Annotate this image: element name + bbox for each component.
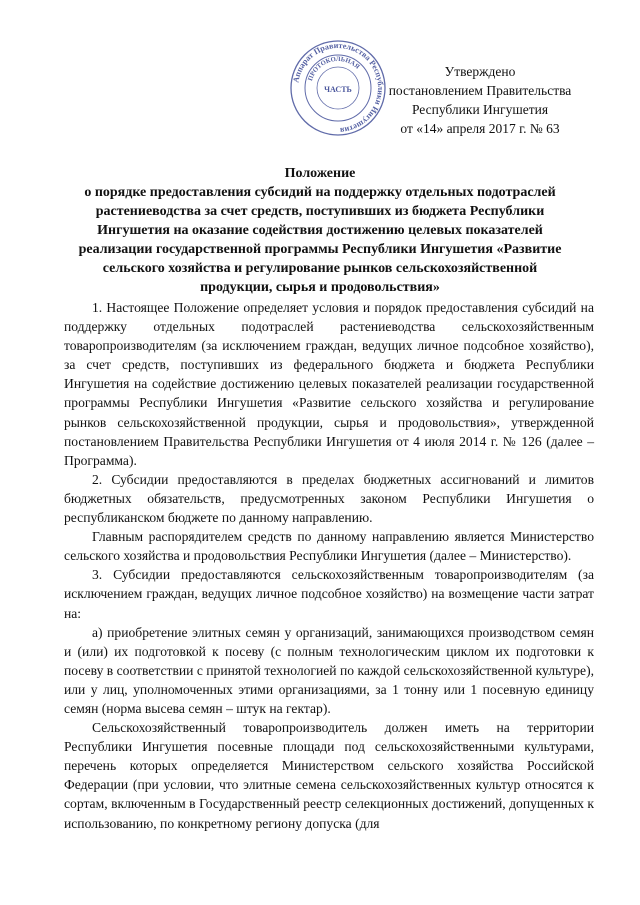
paragraph: а) приобретение элитных семян у организаций, занимающихся производством семян и (или) их подготовкой к посеву (с полным технологическим циклом их подготовки к посеву в соответствии с принятой технологией по каждой сельскохозяйственной культуре), или у лиц, уполномоченных этими организациями, за 1 тонну или 1 посевную единицу семян (норма высева семян – штук на гектар). <box>64 624 595 716</box>
stamp-center-text: ЧАСТЬ <box>324 85 352 94</box>
approval-line-4: от «14» апреля 2017 г. № 63 <box>400 121 560 136</box>
title-heading: Положение <box>284 166 356 181</box>
paragraph: 3. Субсидии предоставляются сельскохозяйственным товаропроизводителям (за исключением граждан, ведущих личное подсобное хозяйство) на возмещение части затрат на: <box>64 567 594 621</box>
document-body <box>64 298 594 833</box>
paragraph: 1. Настоящее Положение определяет условия и порядок предоставления субсидий на поддержку отдельных подотраслей растениеводства сельскохозяйственным товаропроизводителям (за исключением граждан, ведущих личное подсобное хозяйство), за счет средств, поступивших из федерального бюджета и бюджета Республики Ингушетия на содействие достижению целевых показателей реализации государственной программы Республики Ингушетия «Развитие сельского хозяйства и регулирование рынков сельскохозяйственной продукции, сырья и продовольствия», утвержденной постановлением Правительства Республики Ингушетия от 4 июля 2014 г. № 126 (далее – Программа). <box>64 300 594 468</box>
title-line: сельского хозяйства и регулирование рынков сельскохозяйственной <box>102 261 538 276</box>
stamp-outer-text: Аппарат Правительства Республики Ингушетия <box>291 40 386 135</box>
approval-line-1: Утверждено <box>444 64 516 79</box>
document-title <box>64 164 576 297</box>
svg-text:ПРОТОКОЛЬНАЯ <box>307 56 361 82</box>
title-line: растениеводства за счет средств, поступивших из бюджета Республики <box>95 204 545 219</box>
approval-line-2: постановлением Правительства <box>388 83 572 98</box>
paragraph: Главным распорядителем средств по данному направлению является Министерство сельского хозяйства и продовольствия Республики Ингушетия (далее – Министерство). <box>64 529 594 564</box>
title-line: о порядке предоставления субсидий на поддержку отдельных подотраслей <box>84 185 556 200</box>
title-line: реализации государственной программы Республики Ингушетия «Развитие <box>78 242 562 257</box>
approval-block <box>360 62 600 138</box>
title-line: продукции, сырья и продовольствия» <box>200 280 440 295</box>
approval-line-3: Республики Ингушетия <box>411 102 549 117</box>
paragraph: Сельскохозяйственный товаропроизводитель должен иметь на территории Республики Ингушетия посевные площади под сельскохозяйственными культурами, перечень которых определяется Министерством сельского хозяйства Российской Федерации (при условии, что элитные семена сельскохозяйственных культур относятся к сортам, включенным в Государственный реестр селекционных достижений, допущенных к использованию, по конкретному региону допуска (для <box>64 720 594 831</box>
title-line: Ингушетия на оказание содействия достижению целевых показателей <box>97 223 543 238</box>
stamp-inner-text: ПРОТОКОЛЬНАЯ <box>307 55 361 82</box>
paragraph: 2. Субсидии предоставляются в пределах бюджетных ассигнований и лимитов бюджетных обязательств, предусмотренных законом Республики Ингушетия о республиканском бюджете по данному направлению. <box>64 471 594 526</box>
